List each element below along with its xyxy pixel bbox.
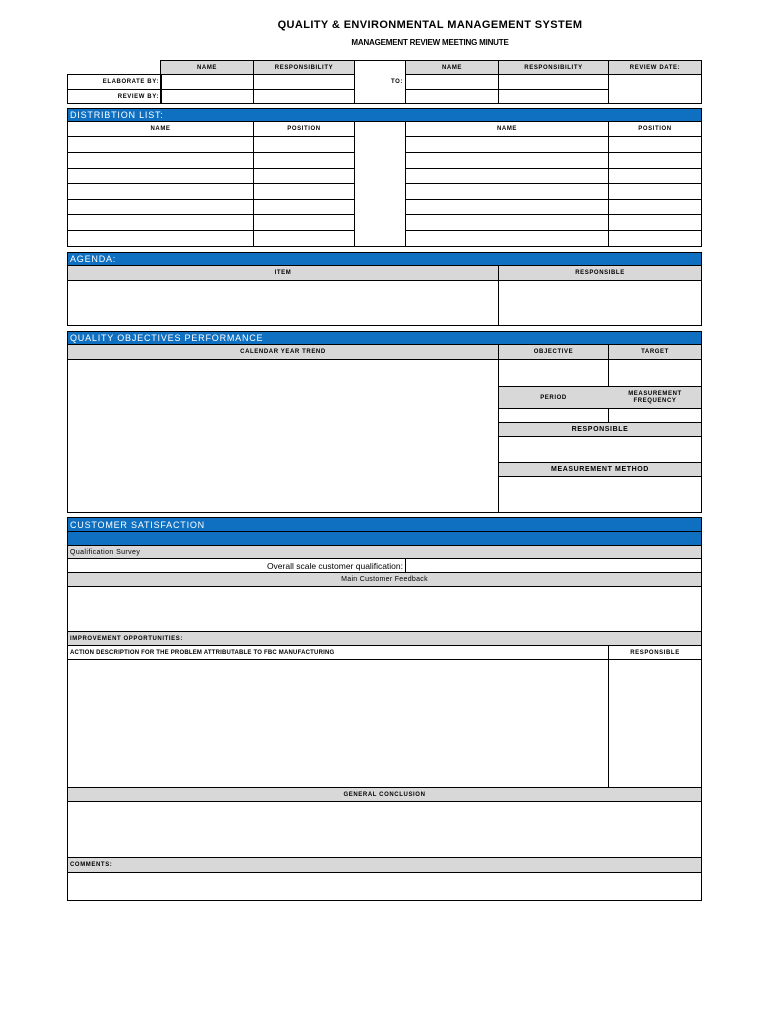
quality-responsible-field[interactable] — [499, 437, 701, 462]
period-label: PERIOD — [540, 394, 567, 401]
elaborate-by-responsibility-field[interactable] — [254, 75, 354, 89]
target-field[interactable] — [609, 360, 701, 386]
header-name-2: NAME — [441, 64, 463, 71]
comments-label: COMMENTS: — [68, 858, 701, 872]
header-review-date: REVIEW DATE: — [629, 64, 681, 71]
distribution-name-col-2: NAME — [496, 126, 518, 132]
header-name: NAME — [196, 64, 218, 71]
main-customer-feedback-label: Main Customer Feedback — [68, 573, 701, 586]
comments-field[interactable] — [68, 873, 701, 900]
general-conclusion-label: GENERAL CONCLUSION — [68, 788, 701, 801]
agenda-header: AGENDA: — [67, 252, 702, 266]
page-subtitle: MANAGEMENT REVIEW MEETING MINUTE — [351, 37, 509, 47]
review-by-responsibility-field[interactable] — [254, 90, 354, 104]
measurement-method-label: MEASUREMENT METHOD — [551, 466, 649, 473]
quality-objectives-header: QUALITY OBJECTIVES PERFORMANCE — [67, 331, 702, 345]
overall-scale-field[interactable] — [406, 559, 701, 572]
measurement-frequency-field[interactable] — [609, 409, 701, 422]
agenda-item-col: ITEM — [274, 270, 292, 276]
customer-feedback-field[interactable] — [68, 587, 701, 631]
objective-col: OBJECTIVE — [533, 349, 574, 355]
action-description-label: ACTION DESCRIPTION FOR THE PROBLEM ATTRIBUTABLE TO FBC MANUFACTURING — [70, 649, 335, 656]
review-date-field[interactable] — [609, 75, 701, 104]
objective-field[interactable] — [499, 360, 608, 386]
distribution-list-header: DISTRIBTION LIST: — [67, 108, 702, 122]
agenda-responsible-field[interactable] — [499, 281, 701, 325]
calendar-year-trend-area[interactable] — [68, 360, 498, 512]
target-col: TARGET — [641, 349, 669, 355]
quality-responsible-label: RESPONSIBLE — [571, 426, 629, 433]
period-field[interactable] — [499, 409, 608, 422]
to-label: TO: — [390, 79, 403, 85]
to-name-field[interactable] — [406, 75, 498, 89]
customer-satisfaction-header: CUSTOMER SATISFACTION — [67, 517, 702, 532]
agenda-item-field[interactable] — [68, 281, 498, 325]
elaborate-by-label: ELABORATE BY: — [102, 79, 159, 85]
to-responsibility-field[interactable] — [499, 75, 608, 89]
measurement-method-field[interactable] — [499, 477, 701, 512]
distribution-name-col: NAME — [150, 126, 171, 132]
overall-scale-label: Overall scale customer qualification: — [266, 560, 403, 571]
action-responsible-label: RESPONSIBLE — [630, 649, 680, 656]
distribution-position-col-2: POSITION — [638, 126, 672, 132]
measurement-frequency-label: MEASUREMENT FREQUENCY — [628, 390, 682, 404]
improvement-opportunities-label: IMPROVEMENT OPPORTUNITIES: — [68, 632, 701, 645]
calendar-year-trend-col: CALENDAR YEAR TREND — [240, 349, 326, 355]
qualification-survey-label: Qualification Survey — [70, 548, 141, 556]
distribution-position-col: POSITION — [287, 126, 321, 132]
action-responsible-field[interactable] — [609, 660, 701, 787]
page-title: QUALITY & ENVIRONMENTAL MANAGEMENT SYSTEM — [277, 19, 583, 31]
general-conclusion-field[interactable] — [68, 802, 701, 857]
review-by-name-field[interactable] — [162, 90, 253, 104]
action-description-field[interactable] — [68, 660, 608, 787]
header-responsibility: RESPONSIBILITY — [274, 64, 334, 71]
header-responsibility-2: RESPONSIBILITY — [524, 64, 583, 71]
review-by-label: REVIEW BY: — [117, 94, 159, 100]
elaborate-by-name-field[interactable] — [162, 75, 253, 89]
agenda-responsible-col: RESPONSIBLE — [575, 270, 625, 276]
